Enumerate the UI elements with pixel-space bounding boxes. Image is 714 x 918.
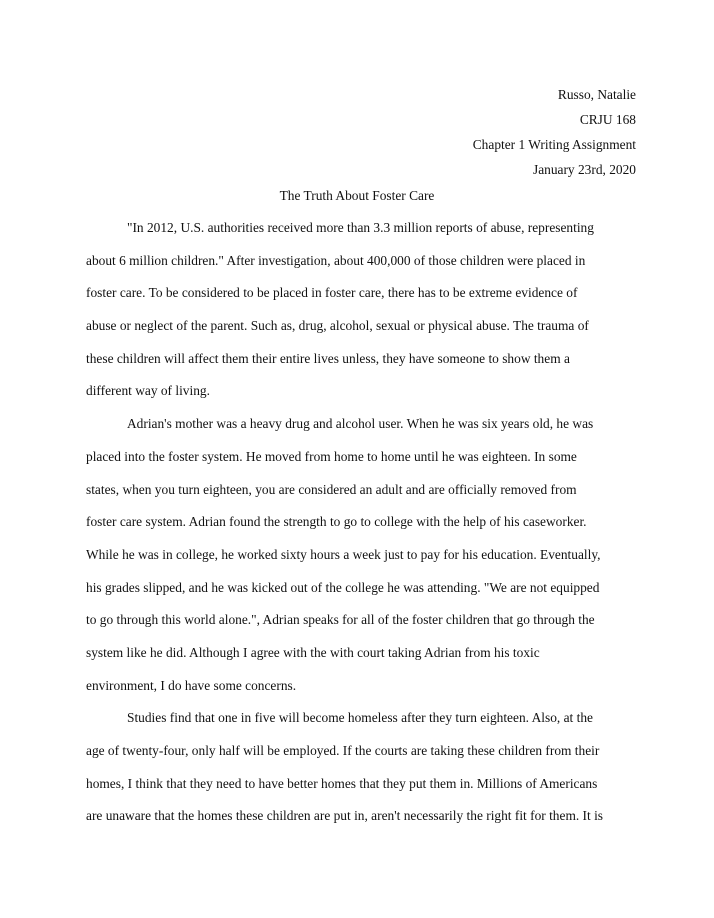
paragraph-line: his grades slipped, and he was kicked out of the college he was attending. "We are not equipped <box>86 579 600 595</box>
course-code: CRJU 168 <box>579 112 636 127</box>
paragraph-1 <box>86 212 629 408</box>
paragraph-line: Studies find that one in five will become homeless after they turn eighteen. Also, at the <box>127 710 593 726</box>
document-title: The Truth About Foster Care <box>279 188 435 203</box>
paragraph-line: Adrian's mother was a heavy drug and alcohol user. When he was six years old, he was <box>127 416 594 432</box>
author-name: Russo, Natalie <box>557 87 636 102</box>
assignment-name: Chapter 1 Writing Assignment <box>472 137 636 152</box>
paragraph-line: foster care. To be considered to be placed in foster care, there has to be extreme evidence of <box>86 285 578 301</box>
paragraph-3 <box>86 702 629 833</box>
paragraph-line: environment, I do have some concerns. <box>86 677 297 693</box>
paragraph-line: different way of living. <box>86 383 210 399</box>
paragraph-line: "In 2012, U.S. authorities received more than 3.3 million reports of abuse, representing <box>127 220 594 235</box>
document-body <box>86 212 629 833</box>
document-header <box>473 82 636 182</box>
paragraph-line: system like he did. Although I agree with the with court taking Adrian from his toxic <box>86 644 540 660</box>
paragraph-line: While he was in college, he worked sixty hours a week just to pay for his education. Eventually, <box>86 546 601 562</box>
paragraph-line: these children will affect them their entire lives unless, they have someone to show them a <box>86 350 570 366</box>
paragraph-2 <box>86 408 629 702</box>
paragraph-line: about 6 million children." After investigation, about 400,000 of those children were placed in <box>86 252 586 268</box>
document-date: January 23rd, 2020 <box>532 162 636 177</box>
paragraph-line: to go through this world alone.", Adrian speaks for all of the foster children that go through the <box>86 612 595 628</box>
paragraph-line: age of twenty-four, only half will be employed. If the courts are taking these children from their <box>86 743 600 758</box>
paragraph-line: states, when you turn eighteen, you are considered an adult and are officially removed from <box>86 481 577 497</box>
paragraph-line: abuse or neglect of the parent. Such as, drug, alcohol, sexual or physical abuse. The trauma of <box>86 318 589 334</box>
paragraph-line: homes, I think that they need to have better homes that they put them in. Millions of Americans <box>86 775 598 791</box>
paragraph-line: foster care system. Adrian found the strength to go to college with the help of his caseworker. <box>86 514 587 530</box>
paragraph-line: placed into the foster system. He moved from home to home until he was eighteen. In some <box>86 448 577 464</box>
paragraph-line: are unaware that the homes these children are put in, aren't necessarily the right fit for them. It is <box>86 808 604 824</box>
